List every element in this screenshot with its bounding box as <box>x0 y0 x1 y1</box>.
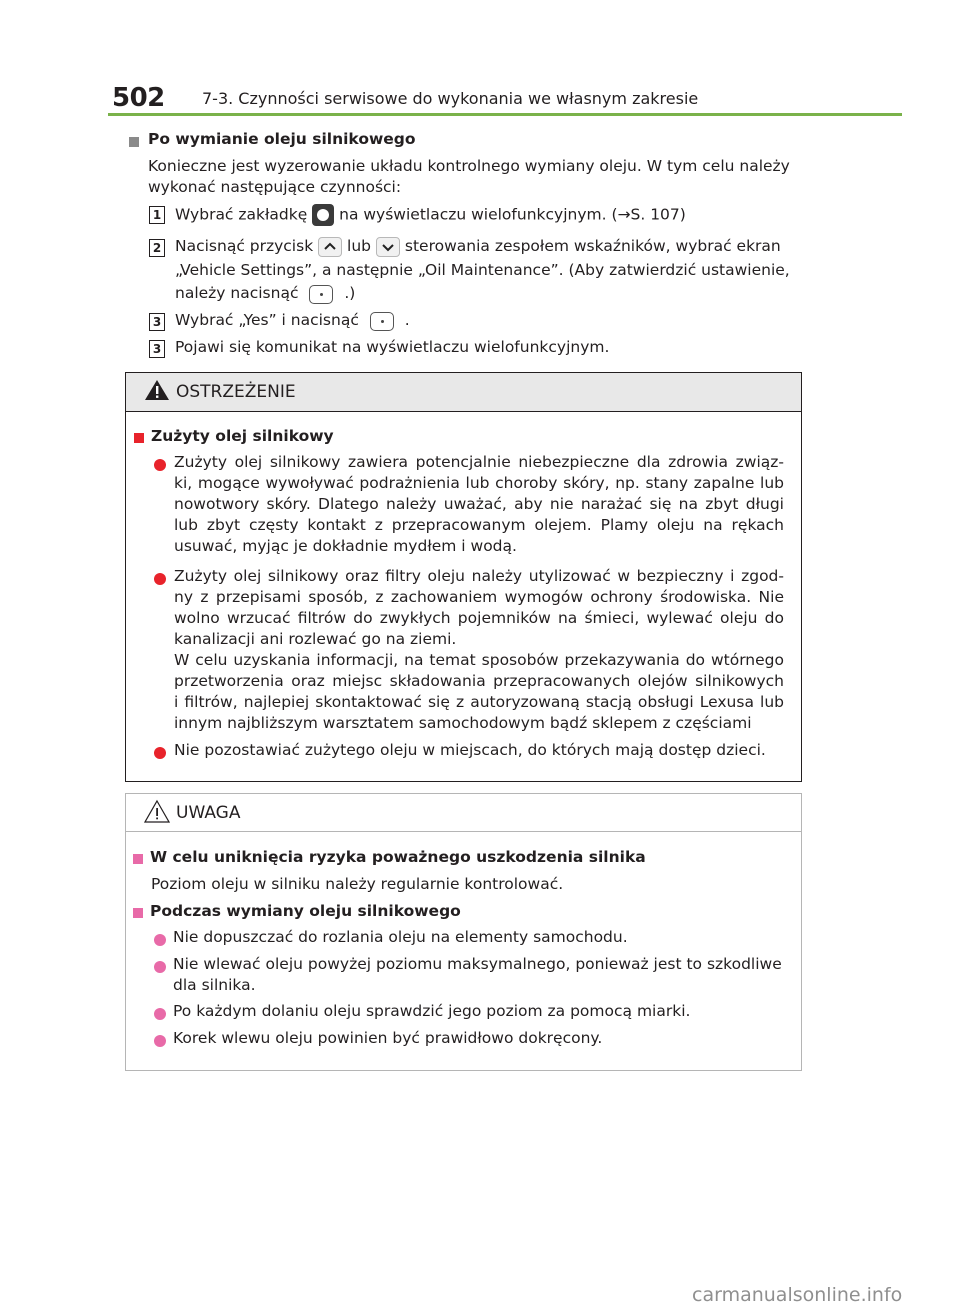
step-number: 1 <box>149 206 165 224</box>
step-2-line-3-before: należy nacisnąć <box>175 284 299 302</box>
caution-box <box>125 793 802 1071</box>
step-2-line-3-after: .) <box>344 284 356 302</box>
bullet-dot-icon <box>154 1035 166 1047</box>
text-line: Zużyty olej silnikowy zawiera potencjalnie niebezpieczne dla zdrowia związ- <box>174 453 784 471</box>
caution-bullet-3: Po każdym dolaniu oleju sprawdzić jego poziom za pomocą miarki. <box>173 1002 691 1020</box>
text-line: kanalizacji ani rozlewać go na ziemi. <box>174 630 457 648</box>
text-line: ny z przepisami sposób, z zachowaniem wymogów ochrony środowiska. Nie <box>174 588 784 606</box>
step-2-line-2: „Vehicle Settings”, a następnie „Oil Maintenance”. (Aby zatwierdzić ustawienie, <box>175 261 790 279</box>
page-number: 502 <box>112 83 165 113</box>
warning-title: OSTRZEŻENIE <box>176 382 296 402</box>
text-line: i filtrów, najlepiej skontaktować się z autoryzowaną stacją obsługi Lexusa lub <box>174 693 784 711</box>
chevron-down-icon <box>376 237 400 257</box>
step-1-text-before: Wybrać zakładkę <box>175 205 308 224</box>
step-1-text-after: na wyświetlaczu wielofunkcyjnym. ( <box>339 205 618 224</box>
bullet-dot-icon <box>154 961 166 973</box>
caution-bullet-2-line-2: dla silnika. <box>173 976 256 994</box>
warning-header <box>126 373 801 412</box>
step-2-text-before: Nacisnąć przycisk <box>175 237 314 255</box>
caution-text-1: Poziom oleju w silniku należy regularnie kontrolować. <box>151 875 564 893</box>
text-line: przetworzenia oraz miejsc składowania przepracowanych olejów silnikowych <box>174 672 784 690</box>
step-4-text: Pojawi się komunikat na wyświetlaczu wielofunkcyjnym. <box>175 338 610 356</box>
step-1-text <box>175 204 686 226</box>
bullet-dot-icon <box>154 1008 166 1020</box>
step-2-line-1 <box>175 236 781 257</box>
bullet-dot-icon <box>154 934 166 946</box>
text-line: Zużyty olej silnikowy oraz filtry oleju należy utylizować w bezpieczny i zgod- <box>174 567 784 585</box>
caution-title: UWAGA <box>176 803 241 823</box>
text-line: W celu uzyskania informacji, na temat sposobów przekazywania do wtórnego <box>174 651 784 669</box>
step-2-text-after: sterowania zespołem wskaźników, wybrać ekran <box>404 237 781 255</box>
text-line: nowotwory skóry. Dlatego należy uważać, aby nie narażać się na zbyt długi <box>174 495 784 513</box>
warning-bullet-1 <box>174 452 784 557</box>
header-rule <box>108 113 902 116</box>
chapter-title: 7-3. Czynności serwisowe do wykonania we własnym zakresie <box>202 89 699 108</box>
caution-heading-1: W celu uniknięcia ryzyka poważnego uszkodzenia silnika <box>150 848 646 866</box>
page-reference[interactable]: S. 107) <box>630 205 686 224</box>
warning-bullet-3: Nie pozostawiać zużytego oleju w miejscach, do których mają dostęp dzieci. <box>174 741 766 759</box>
step-3-text-after: . <box>404 311 410 329</box>
caution-square-icon <box>133 908 143 918</box>
step-number: 3 <box>149 313 165 331</box>
caution-bullet-1: Nie dopuszczać do rozlania oleju na elementy samochodu. <box>173 928 628 946</box>
intro-line-1: Konieczne jest wyzerowanie układu kontrolnego wymiany oleju. W tym celu należy <box>148 157 790 175</box>
text-line: ki, mogące wywoływać podrażnienia lub choroby skóry, np. stany zapalne lub <box>174 474 784 492</box>
warning-heading: Zużyty olej silnikowy <box>151 427 334 445</box>
ok-button-icon <box>364 311 400 331</box>
text-line: wolno wrzucać filtrów do zwykłych pojemników na śmieci, wylewać oleju do <box>174 609 784 627</box>
caution-header <box>126 794 801 832</box>
warning-triangle-icon <box>144 378 170 402</box>
caution-bullet-4: Korek wlewu oleju powinien być prawidłowo dokręcony. <box>173 1029 603 1047</box>
ok-button-icon <box>303 284 339 304</box>
chevron-up-icon <box>318 237 342 257</box>
section-square-icon <box>129 137 139 147</box>
intro-line-2: wykonać następujące czynności: <box>148 178 402 196</box>
step-2-line-3 <box>175 283 355 304</box>
step-number: 3 <box>149 340 165 358</box>
caution-bullet-2-line-1: Nie wlewać oleju powyżej poziomu maksymalnego, ponieważ jest to szkodliwe <box>173 955 782 973</box>
caution-heading-2: Podczas wymiany oleju silnikowego <box>150 902 461 920</box>
warning-bullet-2 <box>174 566 784 734</box>
step-3-text-before: Wybrać „Yes” i nacisnąć <box>175 311 359 329</box>
warning-square-icon <box>134 433 144 443</box>
caution-triangle-icon <box>144 799 170 825</box>
step-3-text <box>175 310 410 331</box>
caution-square-icon <box>133 854 143 864</box>
arrow-right-icon: → <box>617 205 631 224</box>
bullet-dot-icon <box>154 573 166 585</box>
step-2-text-mid: lub <box>347 237 372 255</box>
step-number: 2 <box>149 239 165 257</box>
section-heading: Po wymianie oleju silnikowego <box>148 130 416 148</box>
watermark: carmanualsonline.info <box>692 1284 903 1306</box>
text-line: innym najbliższym warsztatem samochodowym bądź sklepem z częściami <box>174 714 752 732</box>
text-line: usuwać, myjąc je dokładnie mydłem i wodą. <box>174 537 517 555</box>
settings-gear-icon <box>312 204 334 226</box>
bullet-dot-icon <box>154 459 166 471</box>
text-line: lub zbyt częsty kontakt z przepracowanym olejem. Plamy oleju na rękach <box>174 516 784 534</box>
bullet-dot-icon <box>154 747 166 759</box>
warning-box <box>125 372 802 782</box>
